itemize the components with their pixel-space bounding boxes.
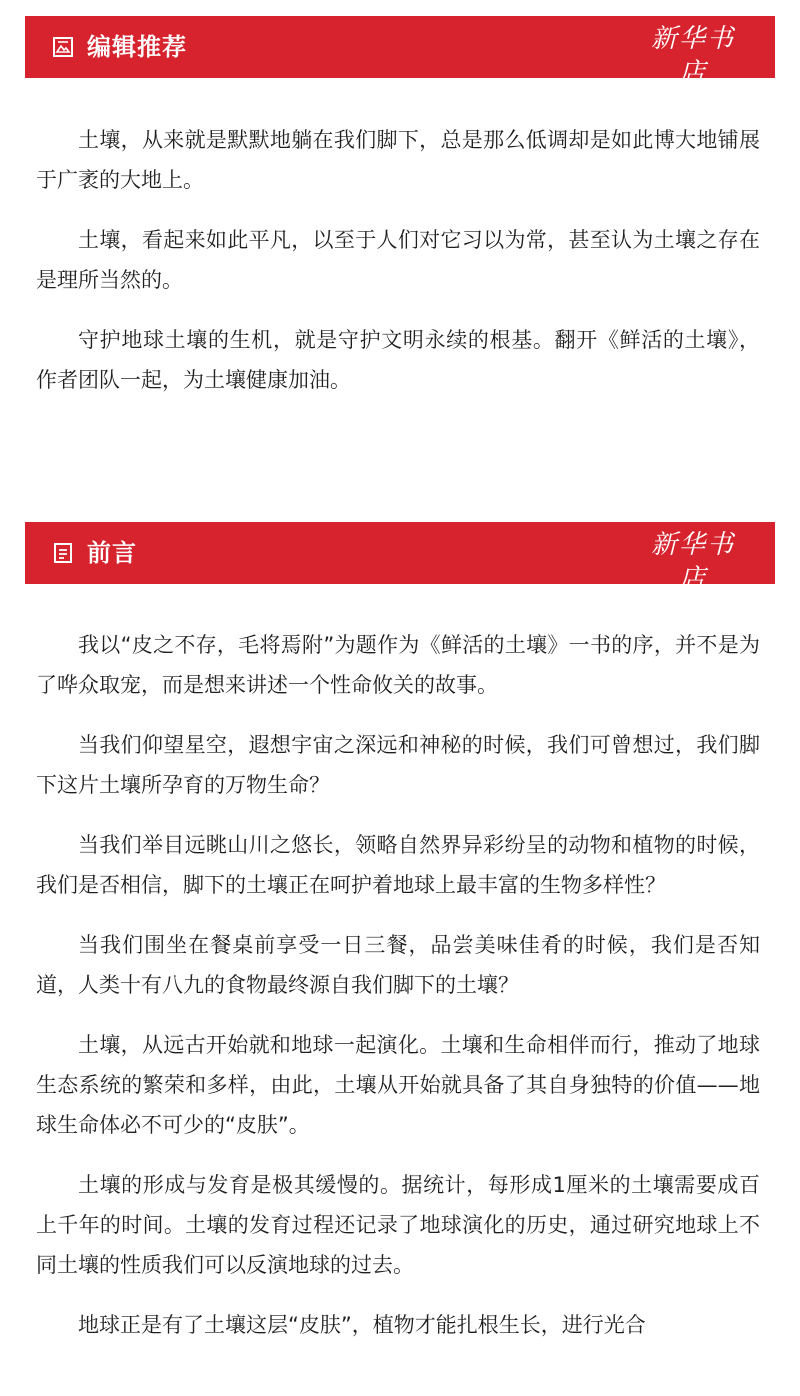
section-header-preface [25,522,775,605]
editor-recommendation-body [36,120,760,420]
brand-subtitle: XINHUA BOOKSTORE [647,598,739,605]
paragraph: 当我们围坐在餐桌前享受一日三餐，品尝美味佳肴的时候，我们是否知道，人类十有八九的食物最终源自我们脚下的土壤？ [36,933,760,997]
document-icon [52,542,74,564]
paragraph: 守护地球土壤的生机，就是守护文明永续的根基。翻开《鲜活的土壤》，作者团队一起，为土壤健康加油。 [36,328,760,392]
paragraph: 当我们仰望星空，遐想宇宙之深远和神秘的时候，我们可曾想过，我们脚下这片土壤所孕育的万物生命？ [36,733,760,797]
paragraph: 土壤，看起来如此平凡，以至于人们对它习以为常，甚至认为土壤之存在是理所当然的。 [36,228,760,292]
paragraph: 当我们举目远眺山川之悠长，领略自然界异彩纷呈的动物和植物的时候，我们是否相信，脚下的土壤正在呵护着地球上最丰富的生物多样性？ [36,833,760,897]
section-header-editor-recommendation [25,16,775,99]
paragraph: 土壤的形成与发育是极其缓慢的。据统计，每形成1厘米的土壤需要成百上千年的时间。土壤的发育过程还记录了地球演化的历史，通过研究地球上不同土壤的性质我们可以反演地球的过去。 [36,1173,760,1277]
paragraph: 地球正是有了土壤这层“皮肤”，植物才能扎根生长，进行光合 [78,1313,646,1337]
paragraph: 土壤，从远古开始就和地球一起演化。土壤和生命相伴而行，推动了地球生态系统的繁荣和多样，由此，土壤从开始就具备了其自身独特的价值——地球生命体必不可少的“皮肤”。 [36,1033,760,1137]
paragraph: 我以“皮之不存，毛将焉附”为题作为《鲜活的土壤》一书的序，并不是为了哗众取宠，而是想来讲述一个性命攸关的故事。 [36,633,760,697]
section-title: 编辑推荐 [87,33,187,61]
brand-name: 新华书店 [650,24,735,88]
brand-subtitle: XINHUA BOOKSTORE [647,92,739,99]
brand-logo [639,528,747,605]
paragraph: 土壤，从来就是默默地躺在我们脚下，总是那么低调却是如此博大地铺展于广袤的大地上。 [36,128,760,192]
section-title: 前言 [87,539,137,567]
brand-name: 新华书店 [650,530,735,594]
brand-logo [639,22,747,99]
picture-icon [52,36,74,58]
preface-body [36,625,760,1365]
